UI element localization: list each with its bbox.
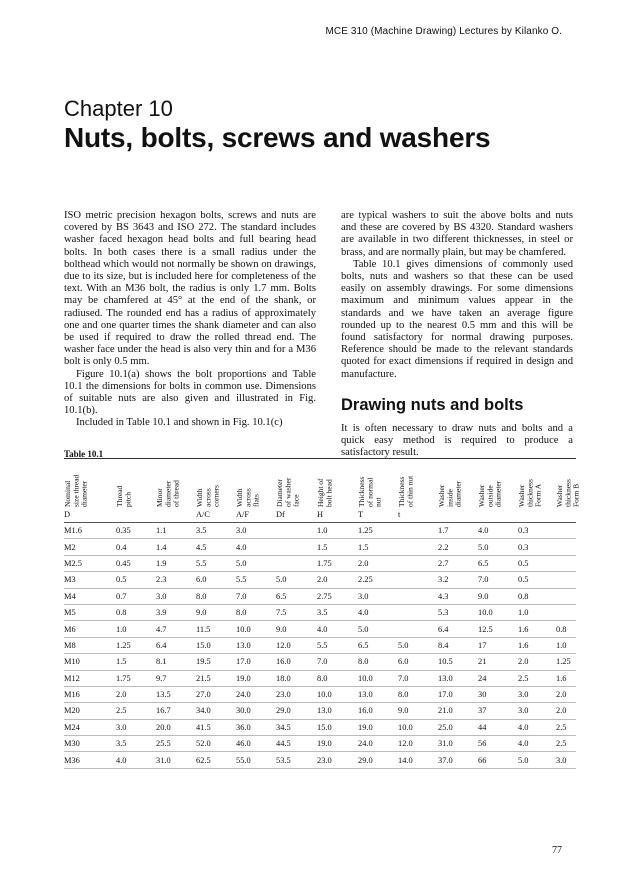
table-cell: 0.5 (116, 572, 156, 588)
table-cell: 4.0 (236, 539, 276, 555)
table-cell: 0.8 (518, 588, 556, 604)
table-cell: 12.0 (276, 637, 317, 653)
table-cell (556, 604, 576, 620)
table-cell: 0.7 (116, 588, 156, 604)
table-cell: 0.3 (518, 539, 556, 555)
table-cell (518, 507, 556, 523)
table-cell: 4.0 (116, 752, 156, 768)
table-cell: 0.8 (556, 621, 576, 637)
table-cell: 17.0 (236, 654, 276, 670)
table-cell: M2.5 (64, 555, 116, 571)
table-cell: 19.0 (236, 670, 276, 686)
table-cell: 10.0 (478, 604, 518, 620)
table-cell: 21 (478, 654, 518, 670)
table-cell: 9.0 (196, 604, 236, 620)
chapter-number: Chapter 10 (64, 96, 173, 121)
table-cell: 2.5 (518, 670, 556, 686)
table-cell: 6.4 (438, 621, 478, 637)
table-cell: 1.6 (518, 637, 556, 653)
table-cell: 34.5 (276, 719, 317, 735)
table-cell: 4.7 (156, 621, 196, 637)
table-cell (398, 621, 438, 637)
table-cell (398, 572, 438, 588)
table-cell: 44.5 (276, 736, 317, 752)
table-row (64, 719, 576, 735)
table-cell: 3.5 (116, 736, 156, 752)
table-cell: A/F (236, 507, 276, 523)
table-cell: 10.0 (358, 670, 398, 686)
table-cell (556, 588, 576, 604)
table-cell: 9.0 (478, 588, 518, 604)
table-cell: T (358, 507, 398, 523)
table-cell: 3.0 (358, 588, 398, 604)
table-cell: 3.0 (518, 686, 556, 702)
table-cell: 2.3 (156, 572, 196, 588)
table-cell: 1.4 (156, 539, 196, 555)
left-paragraph-1: ISO metric precision hexagon bolts, screws and nuts are covered by BS 3643 and ISO 272. The standard includes washer faced hexagon head bolts and full bearing head bolts. In both cases there is a small radius under the bolthead which would not normally be shown on drawings, due to its size, but is included here for completeness of the text. With an M36 bolt, the radius is only 1.7 mm. Bolts may be chamfered at 45° at the end of the shank, or radiused. The rounded end has a radius of approximately one and one quarter times the shank diameter and can also be used if required to draw the rolled thread end. The washer face under the head is also very thin and for a M36 bolt is only 0.5 mm. (64, 210, 316, 368)
table-cell: 17 (478, 637, 518, 653)
table-cell: 3.0 (518, 703, 556, 719)
table-cell: 19.0 (317, 736, 358, 752)
table-cell (556, 539, 576, 555)
table-cell: M3 (64, 572, 116, 588)
table-cell: 3.9 (156, 604, 196, 620)
table-cell: 13.0 (358, 686, 398, 702)
table-cell: 36.0 (236, 719, 276, 735)
table-cell (276, 555, 317, 571)
table-cell: 0.45 (116, 555, 156, 571)
table-cell: 16.0 (358, 703, 398, 719)
column-header: Thread pitch (115, 485, 133, 507)
table-caption: Table 10.1 (64, 449, 104, 459)
table-cell (116, 507, 156, 523)
column-header: Height of bolt head (316, 478, 334, 507)
table-row (64, 523, 576, 539)
table-cell: 3.0 (116, 719, 156, 735)
column-header: Diameter of washer face (275, 477, 301, 507)
table-cell: 12.5 (478, 621, 518, 637)
table-cell: 1.1 (156, 523, 196, 539)
table-cell: M24 (64, 719, 116, 735)
table-cell: 5.5 (196, 555, 236, 571)
table-cell: 0.4 (116, 539, 156, 555)
column-header: Washer outside diameter (477, 480, 503, 507)
section-paragraph: It is often necessary to draw nuts and bolts and a quick easy method is required to produce a satisfactory result. (341, 422, 573, 459)
table-cell: 17.0 (438, 686, 478, 702)
table-cell: 19.0 (358, 719, 398, 735)
column-header: Width across corners (195, 484, 221, 507)
table-cell (398, 555, 438, 571)
table-cell: 29.0 (276, 703, 317, 719)
column-header: Thickness of normal nut (357, 476, 383, 507)
table-cell: 8.0 (317, 670, 358, 686)
table-cell: 5.0 (518, 752, 556, 768)
table-cell: 5.0 (478, 539, 518, 555)
table-cell: 1.0 (116, 621, 156, 637)
table-cell: 6.0 (196, 572, 236, 588)
table-cell: A/C (196, 507, 236, 523)
table-cell: 23.0 (276, 686, 317, 702)
table-cell: 6.0 (398, 654, 438, 670)
table-cell: 2.25 (358, 572, 398, 588)
table-cell: 4.0 (518, 736, 556, 752)
table-cell: 9.7 (156, 670, 196, 686)
column-header: Thickness of thin nut (397, 475, 415, 507)
table-row (64, 752, 576, 768)
running-head: MCE 310 (Machine Drawing) Lectures by Kilanko O. (325, 26, 562, 37)
table-cell: 2.5 (556, 719, 576, 735)
table-cell: 53.5 (276, 752, 317, 768)
table-cell: 15.0 (196, 637, 236, 653)
table-cell: 2.7 (438, 555, 478, 571)
table-row (64, 637, 576, 653)
table-cell: 21.5 (196, 670, 236, 686)
table-cell: 1.25 (556, 654, 576, 670)
table-cell: 8.1 (156, 654, 196, 670)
table-cell: 20.0 (156, 719, 196, 735)
table-cell: 46.0 (236, 736, 276, 752)
table-cell: 1.5 (116, 654, 156, 670)
table-cell: 5.5 (317, 637, 358, 653)
right-column (341, 210, 573, 459)
table-cell: 41.5 (196, 719, 236, 735)
table-cell: 4.5 (196, 539, 236, 555)
table-cell: 56 (478, 736, 518, 752)
table-body (64, 507, 576, 768)
table-cell: 2.0 (358, 555, 398, 571)
table-cell: D (64, 507, 116, 523)
table-cell: 4.0 (317, 621, 358, 637)
table-cell: 34.0 (196, 703, 236, 719)
table-cell: 5.0 (236, 555, 276, 571)
table-cell: 0.8 (116, 604, 156, 620)
table-cell: 37 (478, 703, 518, 719)
table-cell: 1.75 (116, 670, 156, 686)
table-cell (156, 507, 196, 523)
table-cell: 6.4 (156, 637, 196, 653)
table-cell: 1.6 (556, 670, 576, 686)
table-cell: 4.0 (358, 604, 398, 620)
table-cell: 8.0 (196, 588, 236, 604)
table-cell: 1.25 (116, 637, 156, 653)
table-cell: 5.0 (358, 621, 398, 637)
dimensions-table (63, 459, 581, 769)
table-cell: 4.0 (518, 719, 556, 735)
table-cell: 13.5 (156, 686, 196, 702)
table-cell: 7.5 (276, 604, 317, 620)
column-header: Washer inside diameter (437, 480, 463, 507)
table-cell: 5.0 (276, 572, 317, 588)
table-cell: 13.0 (236, 637, 276, 653)
table-row (64, 736, 576, 752)
table-cell: 62.5 (196, 752, 236, 768)
table-cell (276, 523, 317, 539)
left-column (64, 210, 316, 430)
table-row (64, 555, 576, 571)
table-cell: 4.3 (438, 588, 478, 604)
table-cell: 2.2 (438, 539, 478, 555)
table-cell: 5.5 (236, 572, 276, 588)
table-cell: M1.6 (64, 523, 116, 539)
table-cell: 24 (478, 670, 518, 686)
table-cell: 30.0 (236, 703, 276, 719)
table-cell: 2.75 (317, 588, 358, 604)
table-cell: Df (276, 507, 317, 523)
table-cell: 10.0 (317, 686, 358, 702)
table-cell: 52.0 (196, 736, 236, 752)
table-cell: 21.0 (438, 703, 478, 719)
table-cell: 3.0 (156, 588, 196, 604)
table-cell: 55.0 (236, 752, 276, 768)
table-cell: 8.0 (236, 604, 276, 620)
table-row (64, 604, 576, 620)
table-cell (398, 588, 438, 604)
table-row (64, 621, 576, 637)
section-heading: Drawing nuts and bolts (341, 395, 524, 414)
table-cell: 7.0 (317, 654, 358, 670)
table-cell: 2.5 (556, 736, 576, 752)
table-cell: M5 (64, 604, 116, 620)
table-cell: 16.7 (156, 703, 196, 719)
table-cell: 2.0 (556, 703, 576, 719)
table-cell (556, 523, 576, 539)
table-cell: 4.0 (478, 523, 518, 539)
table-cell (556, 507, 576, 523)
column-header: Washer thickness Form B (555, 479, 581, 507)
chapter-title: Nuts, bolts, screws and washers (64, 122, 491, 153)
table-cell: 0.3 (518, 523, 556, 539)
table-row (64, 670, 576, 686)
table-cell (478, 507, 518, 523)
table-cell: 30 (478, 686, 518, 702)
table-cell: 1.9 (156, 555, 196, 571)
table-row (64, 654, 576, 670)
table-cell (276, 539, 317, 555)
table-cell: 7.0 (398, 670, 438, 686)
table-row (64, 703, 576, 719)
table-cell (438, 507, 478, 523)
table-cell: 27.0 (196, 686, 236, 702)
table-cell (556, 555, 576, 571)
table-cell: 3.2 (438, 572, 478, 588)
left-paragraph-3: Included in Table 10.1 and shown in Fig. 10.1(c) (76, 417, 283, 429)
table-cell: 2.0 (518, 654, 556, 670)
table-cell: 2.5 (116, 703, 156, 719)
table-cell: 2.0 (317, 572, 358, 588)
table-cell: M4 (64, 588, 116, 604)
table-cell: M16 (64, 686, 116, 702)
table-cell: 31.0 (156, 752, 196, 768)
table-cell: 7.0 (236, 588, 276, 604)
table-cell: 19.5 (196, 654, 236, 670)
table-cell: 1.0 (556, 637, 576, 653)
table-cell: 8.4 (438, 637, 478, 653)
column-header: Width across flats (235, 488, 261, 507)
table-cell: 16.0 (276, 654, 317, 670)
table-cell: M30 (64, 736, 116, 752)
table-cell: t (398, 507, 438, 523)
table-cell (398, 604, 438, 620)
table-row (64, 572, 576, 588)
table-cell: 1.0 (317, 523, 358, 539)
table-cell: 29.0 (358, 752, 398, 768)
table-cell: 24.0 (358, 736, 398, 752)
table-cell: 1.7 (438, 523, 478, 539)
table-cell: 3.5 (317, 604, 358, 620)
table-cell: 11.5 (196, 621, 236, 637)
table-cell: 1.6 (518, 621, 556, 637)
table-cell: 3.5 (196, 523, 236, 539)
table-cell: 10.0 (236, 621, 276, 637)
table-cell: 6.5 (478, 555, 518, 571)
table-cell: 37.0 (438, 752, 478, 768)
right-paragraph-1: are typical washers to suit the above bolts and nuts and these are covered by BS 4320. Standard washers are available in two different thicknesses, in steel or brass, and are normally plain, but may be chamfered. (341, 210, 573, 258)
table-row (64, 588, 576, 604)
table-cell: 7.0 (478, 572, 518, 588)
table-cell: 5.3 (438, 604, 478, 620)
table-cell: 0.5 (518, 555, 556, 571)
table-cell (398, 523, 438, 539)
table-cell: M2 (64, 539, 116, 555)
table-cell (556, 572, 576, 588)
table-cell: 1.0 (518, 604, 556, 620)
table-cell: 1.75 (317, 555, 358, 571)
table-cell: 6.5 (358, 637, 398, 653)
table-cell: 25.0 (438, 719, 478, 735)
table-cell: M12 (64, 670, 116, 686)
table-cell: H (317, 507, 358, 523)
table-cell: 1.5 (358, 539, 398, 555)
table-cell: 1.5 (317, 539, 358, 555)
table-cell: 10.0 (398, 719, 438, 735)
table-cell: 14.0 (398, 752, 438, 768)
table-cell: 12.0 (398, 736, 438, 752)
column-header: Washer thickness Form A (517, 479, 543, 507)
table-cell: M8 (64, 637, 116, 653)
table-cell: 66 (478, 752, 518, 768)
table-symbol-row (64, 507, 576, 523)
column-header: Nominal size thread diameter (63, 474, 89, 507)
table-cell: 9.0 (398, 703, 438, 719)
column-header: Minor diameter of thread (155, 480, 181, 507)
table-cell (398, 539, 438, 555)
table-cell: 10.5 (438, 654, 478, 670)
table-cell: 25.5 (156, 736, 196, 752)
table-cell: 2.0 (116, 686, 156, 702)
table-cell: 5.0 (398, 637, 438, 653)
table-cell: 2.0 (556, 686, 576, 702)
table-cell: 44 (478, 719, 518, 735)
table-cell: 13.0 (438, 670, 478, 686)
table-cell: 0.5 (518, 572, 556, 588)
table-cell: 23.0 (317, 752, 358, 768)
table-cell: 0.35 (116, 523, 156, 539)
table-cell: M6 (64, 621, 116, 637)
table-row (64, 539, 576, 555)
table-cell: M10 (64, 654, 116, 670)
table-cell: 13.0 (317, 703, 358, 719)
page-number: 77 (552, 845, 562, 856)
table-row (64, 686, 576, 702)
table-cell: 15.0 (317, 719, 358, 735)
table-cell: 18.0 (276, 670, 317, 686)
table-cell: 1.25 (358, 523, 398, 539)
table-cell: M36 (64, 752, 116, 768)
table-cell: 9.0 (276, 621, 317, 637)
table-cell: 31.0 (438, 736, 478, 752)
table-cell: 8.0 (358, 654, 398, 670)
right-paragraph-2: Table 10.1 gives dimensions of commonly used bolts, nuts and washers so that these can be used easily on assembly drawings. For some dimensions maximum and minimum values appear in the standards and we have taken an average figure rounded up to the nearest 0.5 mm and this will be found satisfactory for normal drawing purposes. Reference should be made to the relevant standards quoted for exact dimensions if required in design and manufacture. (341, 258, 573, 380)
table-cell: 8.0 (398, 686, 438, 702)
table-cell: M20 (64, 703, 116, 719)
table-cell: 3.0 (556, 752, 576, 768)
table-cell: 3.0 (236, 523, 276, 539)
table-cell: 24.0 (236, 686, 276, 702)
table-header-row (64, 459, 576, 507)
table-cell: 6.5 (276, 588, 317, 604)
left-paragraph-2: Figure 10.1(a) shows the bolt proportions and Table 10.1 the dimensions for bolts in common use. Dimensions of suitable nuts are also given and illustrated in Fig. 10.1(b). (64, 368, 316, 417)
